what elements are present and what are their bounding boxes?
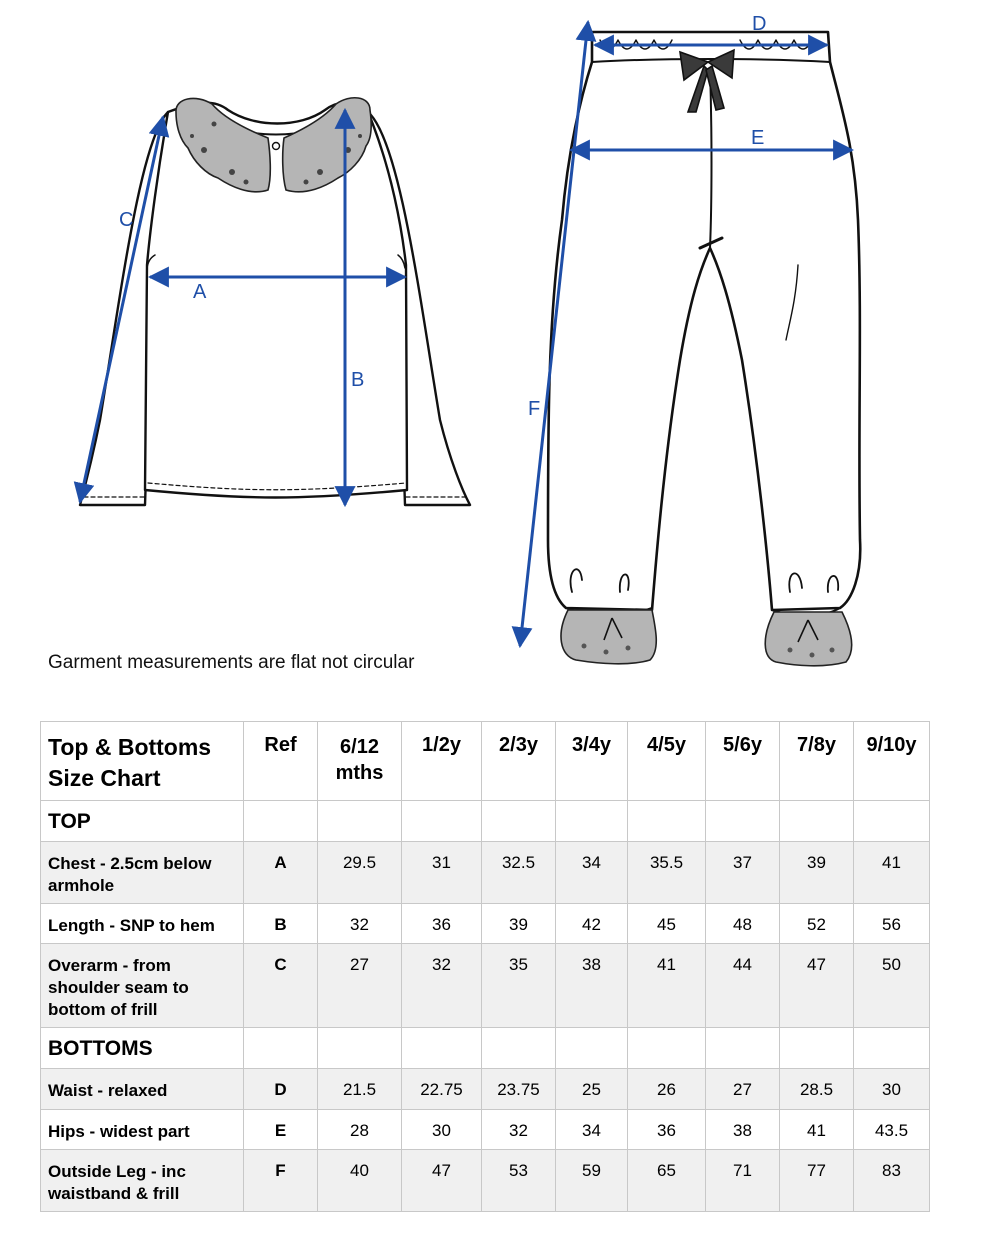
cell-value: 40 <box>318 1150 402 1212</box>
cell-value: 47 <box>402 1150 482 1212</box>
table-row <box>41 1150 930 1212</box>
bottoms-sketch <box>548 32 860 616</box>
row-label: Chest - 2.5cm below armhole <box>41 842 244 904</box>
cell-value: 32 <box>482 1110 556 1150</box>
row-label: Length - SNP to hem <box>41 904 244 944</box>
row-ref: B <box>244 904 318 944</box>
table-title <box>41 722 244 801</box>
cell-value: 65 <box>628 1150 706 1212</box>
ref-header: Ref <box>244 722 318 801</box>
table-header-row <box>41 722 930 801</box>
table-row <box>41 1069 930 1110</box>
row-label: Hips - widest part <box>41 1110 244 1150</box>
cell-value: 41 <box>854 842 930 904</box>
table-title-line1: Top & Bottoms <box>48 734 212 760</box>
label-e: E <box>751 127 765 149</box>
cell-value: 39 <box>780 842 854 904</box>
cell-value: 38 <box>556 944 628 1028</box>
cell-value: 35 <box>482 944 556 1028</box>
measurement-note: Garment measurements are flat not circular <box>48 652 415 673</box>
cell-value: 50 <box>854 944 930 1028</box>
cell-value: 44 <box>706 944 780 1028</box>
label-f: F <box>528 398 541 420</box>
row-ref: C <box>244 944 318 1028</box>
cell-value: 37 <box>706 842 780 904</box>
row-label: Waist - relaxed <box>41 1069 244 1110</box>
label-a: A <box>193 281 207 303</box>
cell-value: 35.5 <box>628 842 706 904</box>
size-header: 2/3y <box>482 722 556 801</box>
size-header: 3/4y <box>556 722 628 801</box>
trouser-outline <box>548 32 860 610</box>
top-sketch <box>80 103 470 505</box>
section-title: BOTTOMS <box>41 1028 244 1069</box>
cell-value: 34 <box>556 842 628 904</box>
row-ref: A <box>244 842 318 904</box>
section-row <box>41 1028 930 1069</box>
cell-value: 27 <box>706 1069 780 1110</box>
cell-value: 26 <box>628 1069 706 1110</box>
cell-value: 22.75 <box>402 1069 482 1110</box>
cell-value: 83 <box>854 1150 930 1212</box>
cell-value: 28.5 <box>780 1069 854 1110</box>
row-ref: F <box>244 1150 318 1212</box>
cell-value: 30 <box>854 1069 930 1110</box>
cell-value: 56 <box>854 904 930 944</box>
row-ref: E <box>244 1110 318 1150</box>
table-row <box>41 842 930 904</box>
table-title-line2: Size Chart <box>48 765 161 791</box>
cell-value: 41 <box>628 944 706 1028</box>
cell-value: 38 <box>706 1110 780 1150</box>
table-row <box>41 944 930 1028</box>
cell-value: 41 <box>780 1110 854 1150</box>
row-label: Outside Leg - inc waistband & frill <box>41 1150 244 1212</box>
size-header: 1/2y <box>402 722 482 801</box>
cell-value: 71 <box>706 1150 780 1212</box>
cell-value: 29.5 <box>318 842 402 904</box>
cell-value: 39 <box>482 904 556 944</box>
cell-value: 47 <box>780 944 854 1028</box>
cell-value: 32.5 <box>482 842 556 904</box>
cell-value: 42 <box>556 904 628 944</box>
cell-value: 21.5 <box>318 1069 402 1110</box>
section-title: TOP <box>41 801 244 842</box>
table-row <box>41 904 930 944</box>
size-header: 7/8y <box>780 722 854 801</box>
cell-value: 36 <box>402 904 482 944</box>
size-header: 6/12 mths <box>318 722 402 801</box>
cell-value: 34 <box>556 1110 628 1150</box>
cell-value: 36 <box>628 1110 706 1150</box>
cell-value: 43.5 <box>854 1110 930 1150</box>
table-row <box>41 1110 930 1150</box>
cell-value: 53 <box>482 1150 556 1212</box>
label-d: D <box>752 13 767 35</box>
row-label: Overarm - from shoulder seam to bottom of frill <box>41 944 244 1028</box>
section-row <box>41 801 930 842</box>
size-header: 9/10y <box>854 722 930 801</box>
size-header: 5/6y <box>706 722 780 801</box>
cell-value: 48 <box>706 904 780 944</box>
label-c: C <box>119 209 134 231</box>
row-ref: D <box>244 1069 318 1110</box>
cell-value: 32 <box>402 944 482 1028</box>
cell-value: 52 <box>780 904 854 944</box>
cell-value: 27 <box>318 944 402 1028</box>
cell-value: 45 <box>628 904 706 944</box>
size-header: 4/5y <box>628 722 706 801</box>
cell-value: 28 <box>318 1110 402 1150</box>
label-b: B <box>351 369 365 391</box>
cell-value: 59 <box>556 1150 628 1212</box>
cell-value: 23.75 <box>482 1069 556 1110</box>
cell-value: 31 <box>402 842 482 904</box>
cell-value: 25 <box>556 1069 628 1110</box>
top-body <box>145 103 407 498</box>
size-chart-table <box>40 721 930 1212</box>
cell-value: 77 <box>780 1150 854 1212</box>
cell-value: 32 <box>318 904 402 944</box>
cell-value: 30 <box>402 1110 482 1150</box>
